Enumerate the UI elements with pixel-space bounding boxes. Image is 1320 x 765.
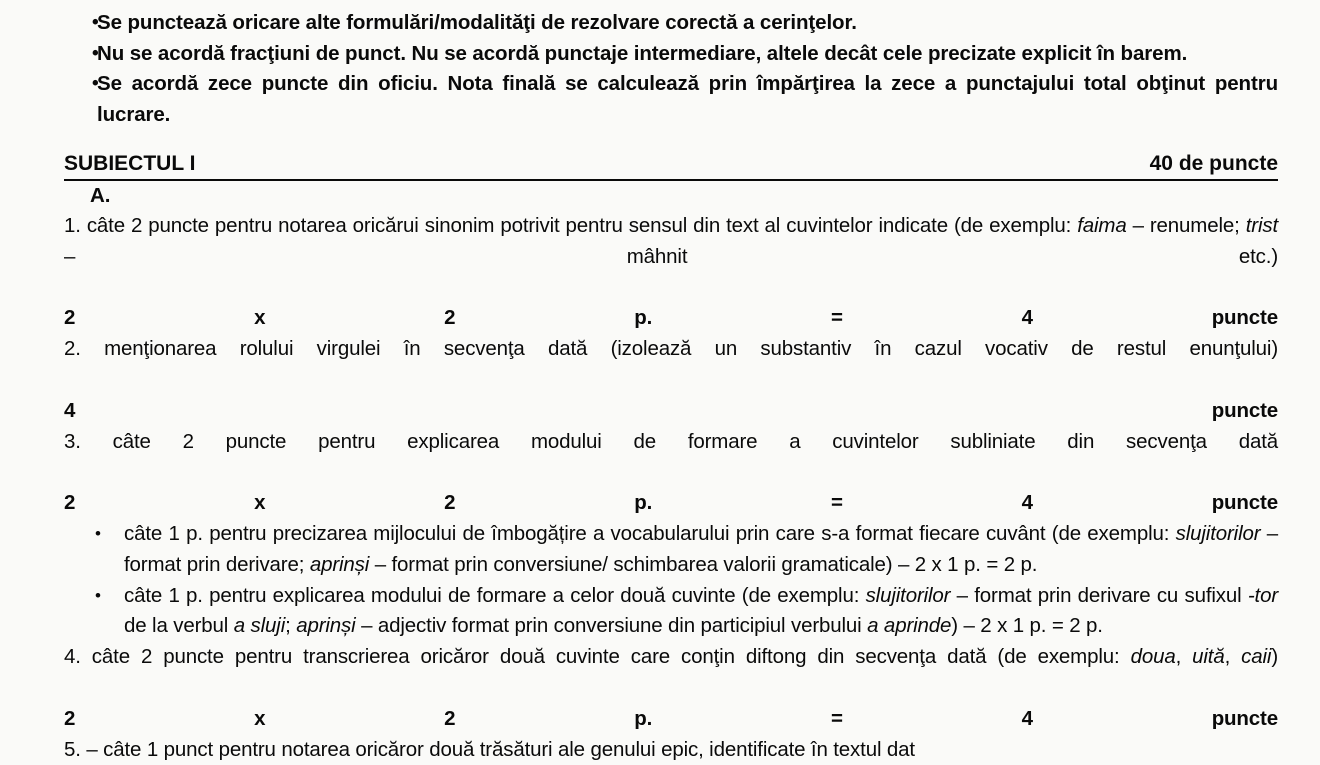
item-2-text: 2. menţionarea rolului virgulei în secvenţa dată (izolează un substantiv în cazul vocativ de restul enunţului) [64, 337, 1278, 361]
subitem-2-example-5: a aprinde [867, 614, 952, 638]
subitem-2-example-3: a sluji [233, 614, 286, 638]
item-4-example-1: doua [1130, 645, 1176, 669]
bullet-icon: • [95, 585, 101, 605]
section-letter-a: A. [90, 184, 111, 207]
subitem-2-text [124, 581, 1278, 643]
intro-bullet-item [64, 8, 1278, 39]
barem-item-2 [64, 334, 1278, 426]
intro-bullet-text: Se acordă zece puncte din oficiu. Nota finală se calculează prin împărţirea la zece a punctajului total obţinut pentru lucrare. [97, 72, 1278, 126]
item-1-score: 2 x 2 p. = 4 puncte [64, 306, 1278, 330]
item-4-part4: ) [1271, 645, 1279, 669]
item-1-text-part1: 1. câte 2 puncte pentru notarea oricărui sinonim potrivit pentru sensul din text al cuvintelor indicate (de exemplu: [64, 214, 1078, 237]
subitem-2-part1: câte 1 p. pentru explicarea modului de formare a celor două cuvinte (de exemplu: [124, 583, 866, 607]
barem-item-5 [64, 735, 1278, 765]
item-1-example-1: faima [1077, 214, 1127, 237]
item-1-example-2: trist [1245, 214, 1278, 237]
subject-title: SUBIECTUL I [64, 152, 196, 175]
subitem-1-example-1: slujitorilor [1175, 521, 1261, 545]
subitem-1-example-2: aprinși [309, 552, 370, 576]
bullet-icon: • [92, 12, 99, 33]
barem-item-1 [64, 211, 1278, 334]
intro-bullet-item [64, 69, 1278, 130]
subitem-2-part6: ) – 2 x 1 p. = 2 p. [951, 614, 1103, 638]
bullet-icon: • [92, 73, 99, 94]
subitem-2-example-1: slujitorilor [865, 583, 951, 607]
bullet-icon: • [95, 523, 101, 543]
bullet-icon: • [92, 42, 99, 64]
intro-bullet-text: Nu se acordă fracţiuni de punct. Nu se acordă punctaje intermediare, altele decât cele precizate explicit în barem. [97, 41, 1188, 65]
item-1-text-part2: – renumele; [1126, 214, 1246, 237]
subitem-1-part3: – format prin conversiune/ schimbarea valorii gramaticale) – 2 x 1 p. = 2 p. [369, 552, 1038, 576]
item-4-part3: , [1224, 645, 1242, 669]
item-5-text: 5. – câte 1 punct pentru notarea oricăror două trăsături ale genului epic, identificate în textul dat [64, 737, 915, 761]
item-4-example-3: caii [1241, 645, 1272, 669]
item-4-example-2: uită [1192, 645, 1225, 669]
barem-item-3 [64, 427, 1278, 519]
subitem-1-part2: – format prin derivare; [124, 521, 1278, 576]
subitem-2-part2: – format prin derivare cu sufixul [950, 583, 1248, 607]
intro-bullet-list [64, 0, 1278, 130]
barem-subitem-1 [64, 519, 1278, 581]
item-4-score: 2 x 2 p. = 4 puncte [64, 706, 1278, 730]
item-3-text: 3. câte 2 puncte pentru explicarea modului de formare a cuvintelor subliniate din secvenţa dată [64, 429, 1278, 453]
intro-bullet-item [64, 39, 1278, 70]
subitem-2-example-2: -tor [1247, 583, 1279, 607]
subitem-1-text [124, 519, 1278, 581]
subject-heading [64, 149, 1278, 181]
subitem-1-part1: câte 1 p. pentru precizarea mijlocului de îmbogățire a vocabularului prin care s-a format fiecare cuvânt (de exemplu: [124, 521, 1176, 545]
item-4-part1: 4. câte 2 puncte pentru transcrierea oricăror două cuvinte care conţin diftong din secvenţa dată (de exemplu: [64, 645, 1131, 669]
item-2-score: 4 puncte [64, 398, 1278, 422]
intro-bullet-text: Se punctează oricare alte formulări/modalităţi de rezolvare corectă a cerinţelor. [97, 11, 857, 34]
barem-item-4 [64, 642, 1278, 734]
subitem-2-part5: – adjectiv format prin conversiune din participiul verbului [355, 614, 868, 638]
subitem-2-part4: ; [285, 614, 297, 638]
subject-points: 40 de puncte [1149, 152, 1278, 175]
item-1-text-part3: – mâhnit etc.) [64, 244, 1278, 268]
subitem-2-part3: de la verbul [124, 614, 234, 638]
item-3-score: 2 x 2 p. = 4 puncte [64, 491, 1278, 515]
item-4-part2: , [1175, 645, 1193, 669]
subitem-2-example-4: aprinși [296, 614, 356, 638]
barem-subitem-2 [64, 581, 1278, 643]
